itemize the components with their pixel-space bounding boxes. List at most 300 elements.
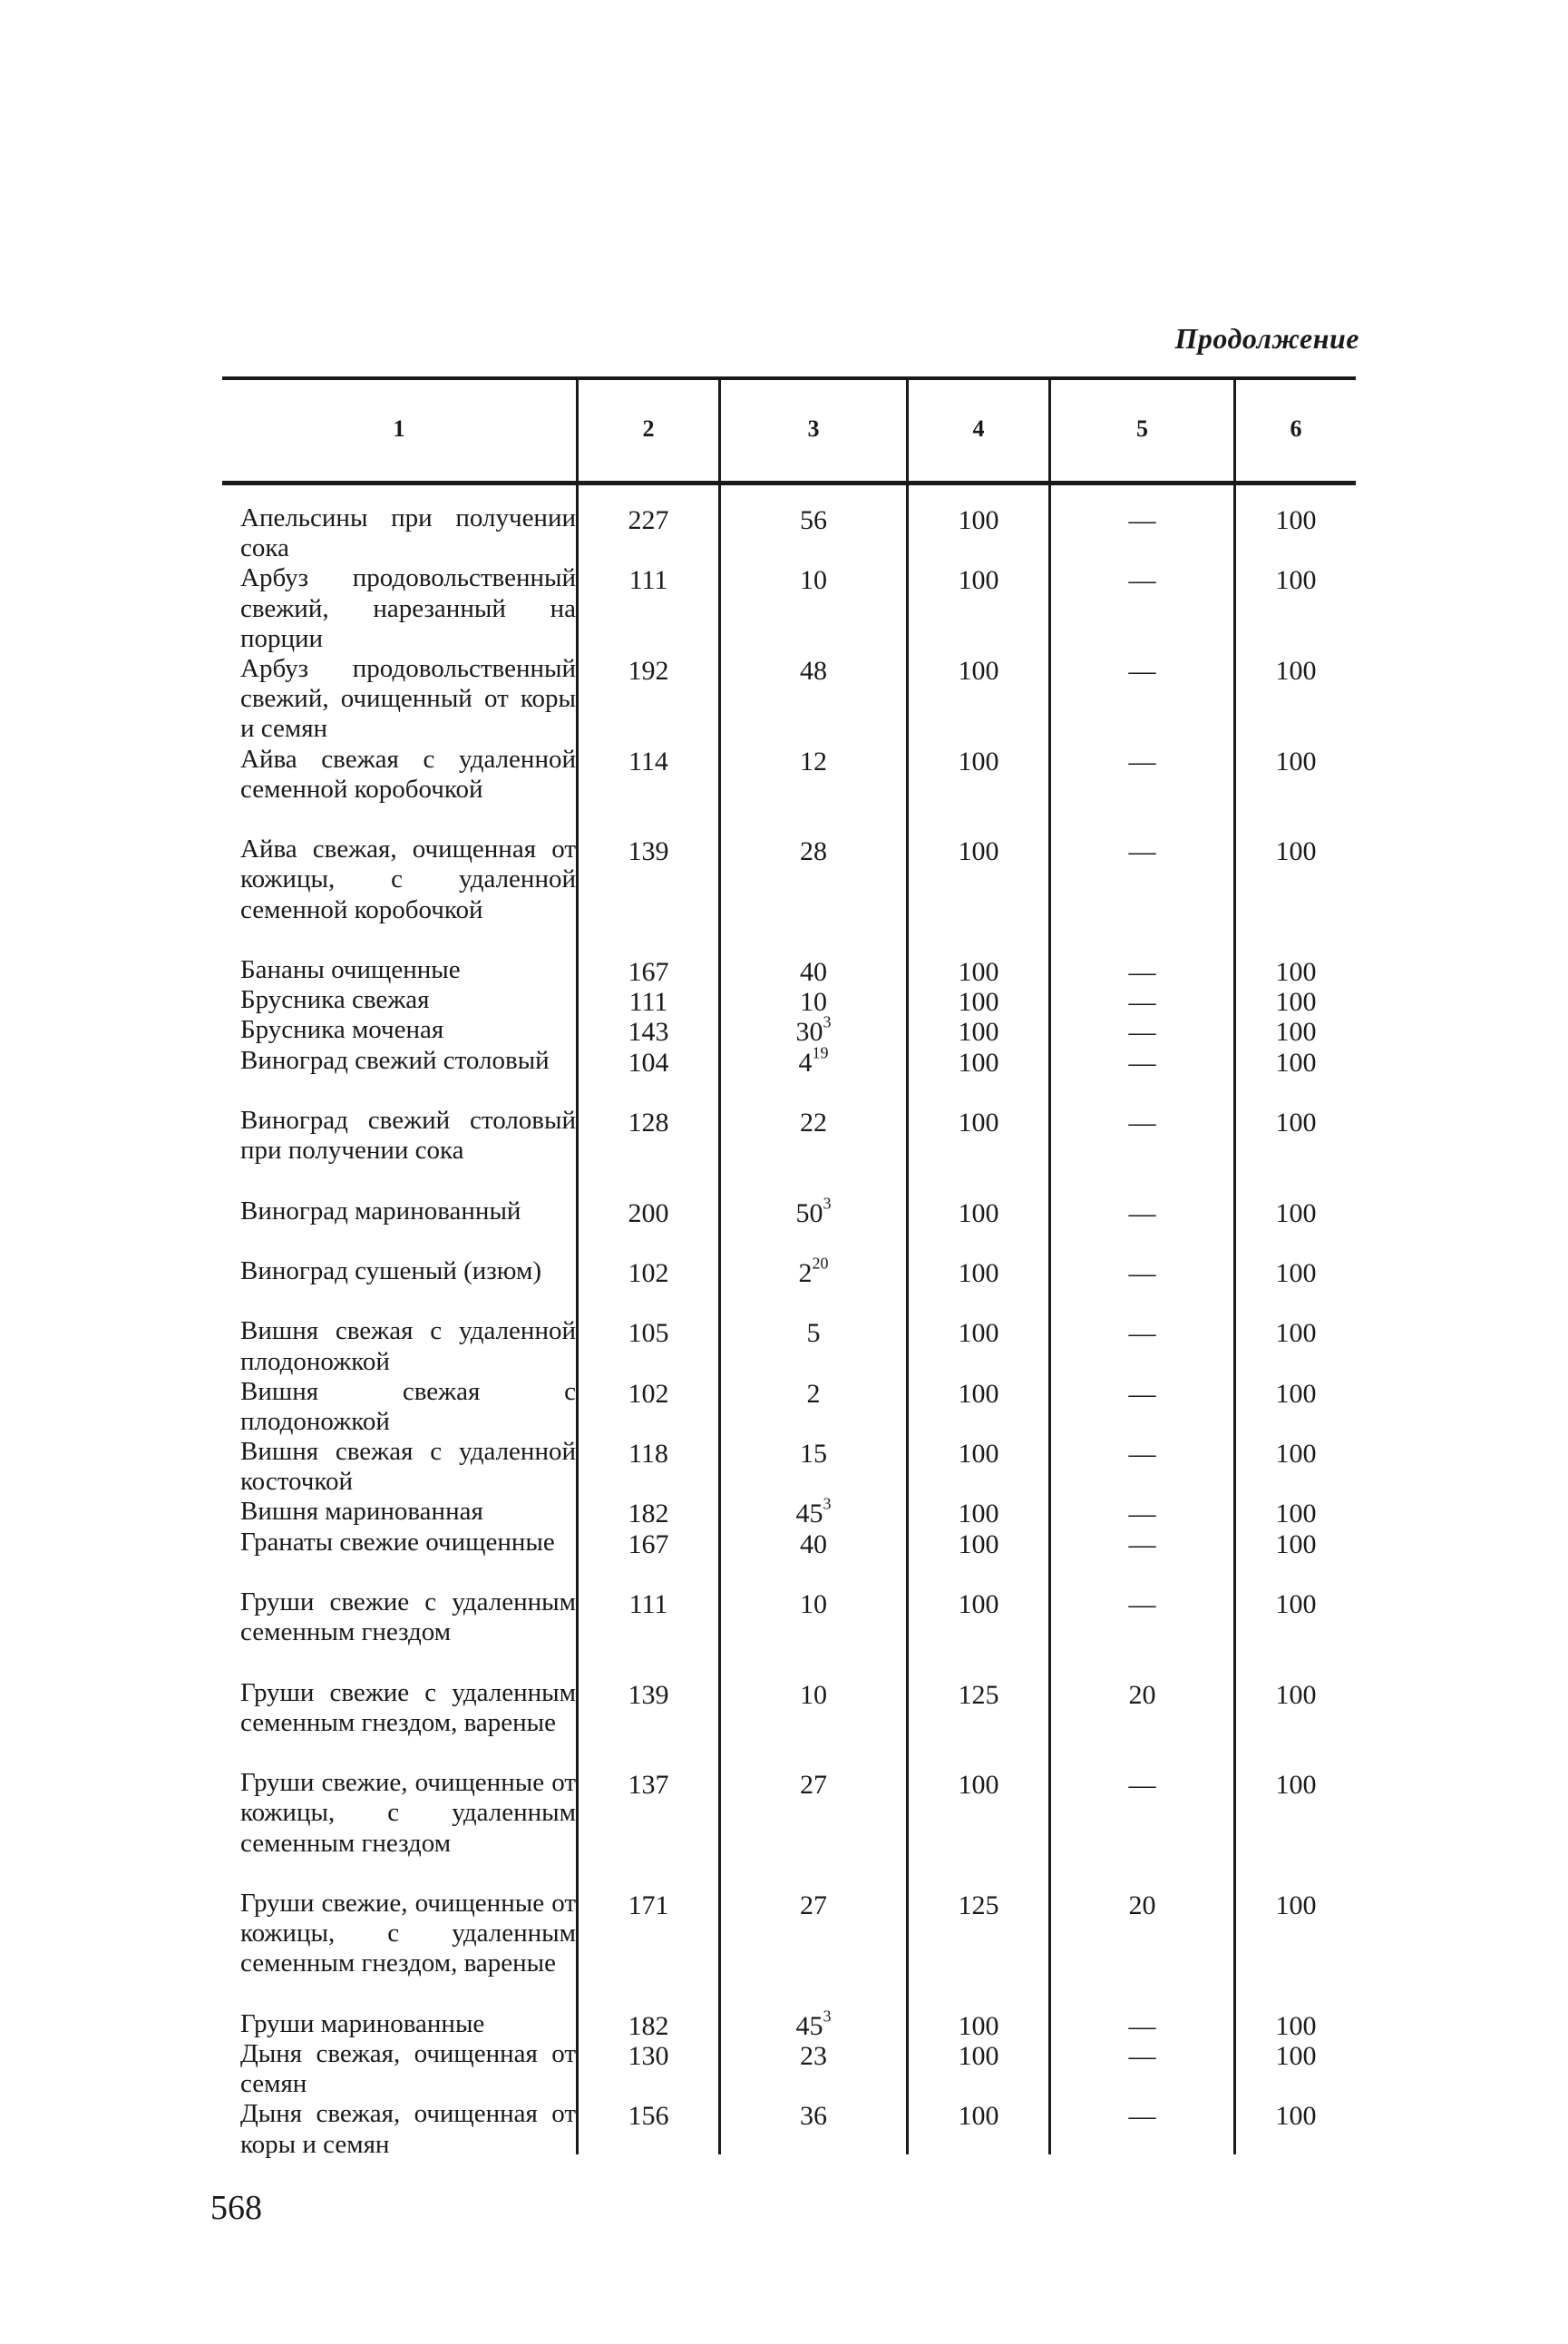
cell-col-2-value: 118 bbox=[628, 1439, 668, 1470]
cell-col-3-value: 40 bbox=[800, 956, 827, 987]
cell-col-6-value: 100 bbox=[1275, 836, 1317, 867]
cell-col-3-value: 56 bbox=[800, 505, 827, 535]
cell-col-2 bbox=[579, 2041, 718, 2071]
continued-label: Продолжение bbox=[1174, 322, 1359, 355]
cell-col-4 bbox=[909, 565, 1048, 595]
cell-col-3 bbox=[721, 1108, 906, 1138]
cell-col-4-value: 125 bbox=[958, 1890, 999, 1921]
cell-col-5 bbox=[1051, 2041, 1233, 2071]
cell-col-5-value: — bbox=[1128, 956, 1156, 987]
cell-col-3-value: 36 bbox=[800, 2101, 827, 2132]
table-row bbox=[222, 1316, 1356, 1376]
cell-col-6 bbox=[1236, 747, 1356, 776]
cell-col-3 bbox=[721, 836, 906, 866]
row-product-name: Груши маринованные bbox=[240, 2008, 485, 2038]
cell-col-6 bbox=[1236, 565, 1356, 595]
cell-col-3-value: 10 bbox=[800, 565, 827, 596]
table-row bbox=[222, 1377, 1356, 1437]
cell-col-4 bbox=[909, 505, 1048, 535]
cell-col-6 bbox=[1236, 836, 1356, 866]
cell-col-2-value: 182 bbox=[628, 2010, 669, 2041]
cell-col-6-value: 100 bbox=[1275, 1197, 1317, 1228]
cell-col-5-value: — bbox=[1128, 565, 1156, 596]
cell-col-3-value: 27 bbox=[800, 1770, 827, 1801]
cell-col-4-value: 100 bbox=[958, 1197, 999, 1228]
footnote-mark: 20 bbox=[812, 1254, 829, 1273]
cell-col-3-value: 45 bbox=[795, 1499, 823, 1529]
cell-col-3 bbox=[721, 987, 906, 1017]
cell-col-6-value: 100 bbox=[1275, 746, 1317, 776]
row-product-name: Дыня свежая, очищенная от коры и семян bbox=[240, 2099, 576, 2159]
cell-col-5-value: — bbox=[1128, 1528, 1156, 1559]
cell-col-3 bbox=[721, 565, 906, 595]
cell-col-3-value: 27 bbox=[800, 1890, 827, 1921]
table-row bbox=[222, 1012, 1356, 1048]
cell-col-4 bbox=[909, 1589, 1048, 1619]
table-row bbox=[222, 1587, 1356, 1678]
cell-col-2-value: 139 bbox=[628, 836, 669, 867]
table-row bbox=[222, 1196, 1356, 1256]
cell-col-5-value: — bbox=[1128, 1047, 1156, 1078]
cell-col-5 bbox=[1051, 1439, 1233, 1469]
cell-col-3-value: 5 bbox=[806, 1318, 821, 1349]
cell-col-3-value: 28 bbox=[800, 836, 827, 867]
footnote-mark: 3 bbox=[823, 1012, 832, 1031]
cell-col-2 bbox=[579, 1529, 718, 1559]
cell-col-5-value: — bbox=[1128, 655, 1156, 686]
cell-col-4 bbox=[909, 1680, 1048, 1710]
cell-col-6-value: 100 bbox=[1275, 2101, 1317, 2132]
row-product-name: Арбуз продовольственный свежий, очищенный от коры и семян bbox=[240, 653, 576, 744]
cell-col-2 bbox=[579, 1499, 718, 1528]
cell-col-5 bbox=[1051, 1770, 1233, 1800]
cell-col-3 bbox=[721, 747, 906, 776]
cell-col-4-value: 100 bbox=[958, 1528, 999, 1559]
cell-col-6-value: 100 bbox=[1275, 1378, 1317, 1409]
cell-col-6-value: 100 bbox=[1275, 1047, 1317, 1078]
cell-col-5 bbox=[1051, 1198, 1233, 1228]
row-product-name: Вишня маринованная bbox=[240, 1497, 483, 1527]
cell-col-5-value: — bbox=[1128, 1770, 1156, 1801]
table-body bbox=[222, 503, 1356, 2160]
cell-col-4 bbox=[909, 987, 1048, 1017]
cell-col-2-value: 102 bbox=[628, 1378, 669, 1409]
cell-col-6 bbox=[1236, 2011, 1356, 2041]
cell-col-5-value: — bbox=[1128, 2101, 1156, 2132]
cell-col-2 bbox=[579, 1017, 718, 1047]
cell-col-5-value: — bbox=[1128, 1589, 1156, 1620]
cell-col-5 bbox=[1051, 1589, 1233, 1619]
cell-col-6-value: 100 bbox=[1275, 1017, 1317, 1048]
cell-col-5-value: — bbox=[1128, 1318, 1156, 1349]
cell-col-5 bbox=[1051, 1499, 1233, 1528]
cell-col-6 bbox=[1236, 1048, 1356, 1078]
cell-col-5-value: — bbox=[1128, 2041, 1156, 2072]
cell-col-2-value: 156 bbox=[628, 2101, 669, 2132]
cell-col-5 bbox=[1051, 1108, 1233, 1138]
cell-col-6-value: 100 bbox=[1275, 2010, 1317, 2041]
cell-col-3-value: 30 bbox=[795, 1017, 823, 1048]
cell-col-4-value: 125 bbox=[958, 1679, 999, 1710]
cell-col-2 bbox=[579, 1890, 718, 1920]
row-product-name: Арбуз продовольственный свежий, нарезанный на порции bbox=[240, 563, 576, 653]
cell-col-6-value: 100 bbox=[1275, 987, 1317, 1018]
cell-col-6-value: 100 bbox=[1275, 565, 1317, 596]
cell-col-5-value: — bbox=[1128, 1017, 1156, 1048]
cell-col-5 bbox=[1051, 987, 1233, 1017]
cell-col-5-value: — bbox=[1128, 1439, 1156, 1470]
row-product-name: Апельсины при получении сока bbox=[240, 503, 576, 563]
cell-col-2 bbox=[579, 987, 718, 1017]
cell-col-3-value: 48 bbox=[800, 655, 827, 686]
cell-col-4-value: 100 bbox=[958, 2010, 999, 2041]
cell-col-2 bbox=[579, 656, 718, 686]
cell-col-5 bbox=[1051, 957, 1233, 987]
cell-col-2 bbox=[579, 1680, 718, 1710]
cell-col-4 bbox=[909, 747, 1048, 776]
table-row bbox=[222, 1256, 1356, 1316]
cell-col-4-value: 100 bbox=[958, 987, 999, 1018]
footnote-mark: 3 bbox=[823, 1194, 832, 1213]
cell-col-3 bbox=[721, 1495, 906, 1529]
row-product-name: Груши свежие с удаленным семенным гнездом, вареные bbox=[240, 1677, 576, 1737]
cell-col-4 bbox=[909, 1890, 1048, 1920]
cell-col-4 bbox=[909, 1379, 1048, 1409]
cell-col-3 bbox=[721, 1254, 906, 1288]
row-product-name: Виноград маринованный bbox=[240, 1196, 521, 1226]
cell-col-4-value: 100 bbox=[958, 1378, 999, 1409]
cell-col-4-value: 100 bbox=[958, 1047, 999, 1078]
cell-col-6 bbox=[1236, 957, 1356, 987]
cell-col-3 bbox=[721, 1043, 906, 1078]
cell-col-2 bbox=[579, 1318, 718, 1348]
cell-col-4 bbox=[909, 957, 1048, 987]
cell-col-3 bbox=[721, 957, 906, 987]
column-header-2: 2 bbox=[642, 415, 655, 442]
cell-col-4-value: 100 bbox=[958, 1589, 999, 1620]
cell-col-2-value: 182 bbox=[628, 1499, 669, 1529]
cell-col-5-value: — bbox=[1128, 836, 1156, 867]
cell-col-3 bbox=[721, 1439, 906, 1469]
cell-col-6-value: 100 bbox=[1275, 505, 1317, 535]
cell-col-5-value: — bbox=[1128, 1107, 1156, 1138]
cell-col-5 bbox=[1051, 656, 1233, 686]
cell-col-6 bbox=[1236, 1589, 1356, 1619]
cell-col-5-value: — bbox=[1128, 505, 1156, 535]
cell-col-2 bbox=[579, 1048, 718, 1078]
cell-col-3-value: 45 bbox=[795, 2010, 823, 2041]
cell-col-4-value: 100 bbox=[958, 836, 999, 867]
cell-col-4 bbox=[909, 1529, 1048, 1559]
cell-col-5-value: 20 bbox=[1128, 1679, 1156, 1710]
table-row bbox=[222, 563, 1356, 654]
cell-col-4-value: 100 bbox=[958, 1017, 999, 1048]
cell-col-6-value: 100 bbox=[1275, 1890, 1317, 1921]
table-row bbox=[222, 1106, 1356, 1196]
cell-col-5 bbox=[1051, 836, 1233, 866]
cell-col-5-value: — bbox=[1128, 987, 1156, 1018]
row-product-name: Айва свежая с удаленной семенной коробочкой bbox=[240, 744, 576, 804]
cell-col-2-value: 111 bbox=[628, 987, 668, 1018]
cell-col-3 bbox=[721, 1680, 906, 1710]
table-row bbox=[222, 1528, 1356, 1587]
cell-col-6-value: 100 bbox=[1275, 956, 1317, 987]
cell-col-2-value: 200 bbox=[628, 1197, 669, 1228]
cell-col-5 bbox=[1051, 1017, 1233, 1047]
cell-col-4 bbox=[909, 1048, 1048, 1078]
cell-col-4-value: 100 bbox=[958, 1770, 999, 1801]
cell-col-5 bbox=[1051, 1890, 1233, 1920]
cell-col-2 bbox=[579, 1198, 718, 1228]
column-header-5: 5 bbox=[1136, 415, 1148, 442]
cell-col-5 bbox=[1051, 2101, 1233, 2131]
table-row bbox=[222, 2099, 1356, 2159]
cell-col-4-value: 100 bbox=[958, 655, 999, 686]
cell-col-6 bbox=[1236, 1318, 1356, 1348]
cell-col-6-value: 100 bbox=[1275, 1439, 1317, 1470]
table-row bbox=[222, 1678, 1356, 1769]
cell-col-3-value: 40 bbox=[800, 1528, 827, 1559]
cell-col-4-value: 100 bbox=[958, 746, 999, 776]
cell-col-4 bbox=[909, 1439, 1048, 1469]
page-number: 568 bbox=[210, 2189, 262, 2227]
cell-col-6 bbox=[1236, 1499, 1356, 1528]
cell-col-3 bbox=[721, 505, 906, 535]
cell-col-2 bbox=[579, 836, 718, 866]
cell-col-4-value: 100 bbox=[958, 1499, 999, 1529]
row-product-name: Груши свежие с удаленным семенным гнездом bbox=[240, 1587, 576, 1647]
cell-col-6 bbox=[1236, 1890, 1356, 1920]
row-product-name: Брусника моченая bbox=[240, 1015, 444, 1045]
cell-col-5 bbox=[1051, 1379, 1233, 1409]
cell-col-5-value: — bbox=[1128, 2010, 1156, 2041]
cell-col-3-value: 22 bbox=[800, 1107, 827, 1138]
row-product-name: Вишня свежая с удаленной плодоножкой bbox=[240, 1316, 576, 1376]
cell-col-2 bbox=[579, 2011, 718, 2041]
table-row bbox=[222, 2039, 1356, 2099]
cell-col-2 bbox=[579, 1770, 718, 1800]
cell-col-2-value: 227 bbox=[628, 505, 669, 535]
cell-col-2 bbox=[579, 1258, 718, 1288]
cell-col-2-value: 192 bbox=[628, 655, 669, 686]
cell-col-5 bbox=[1051, 505, 1233, 535]
cell-col-6 bbox=[1236, 1770, 1356, 1800]
cell-col-3 bbox=[721, 1318, 906, 1348]
cell-col-4 bbox=[909, 1318, 1048, 1348]
table-row bbox=[222, 745, 1356, 835]
cell-col-5 bbox=[1051, 1258, 1233, 1288]
cell-col-2 bbox=[579, 1379, 718, 1409]
cell-col-4 bbox=[909, 2101, 1048, 2131]
cell-col-3-value: 15 bbox=[800, 1439, 827, 1470]
cell-col-2-value: 128 bbox=[628, 1107, 669, 1138]
cell-col-6-value: 100 bbox=[1275, 1499, 1317, 1529]
cell-col-6-value: 100 bbox=[1275, 1770, 1317, 1801]
cell-col-5-value: — bbox=[1128, 1499, 1156, 1529]
cell-col-5-value: — bbox=[1128, 1197, 1156, 1228]
cell-col-5 bbox=[1051, 2011, 1233, 2041]
cell-col-5 bbox=[1051, 1680, 1233, 1710]
cell-col-2 bbox=[579, 505, 718, 535]
cell-col-2 bbox=[579, 565, 718, 595]
cell-col-3-value: 2 bbox=[806, 1378, 821, 1409]
cell-col-4-value: 100 bbox=[958, 1439, 999, 1470]
cell-col-6 bbox=[1236, 987, 1356, 1017]
cell-col-5-value: — bbox=[1128, 746, 1156, 776]
row-product-name: Вишня свежая с удаленной косточкой bbox=[240, 1437, 576, 1497]
cell-col-3-value: 2 bbox=[798, 1257, 813, 1288]
cell-col-5 bbox=[1051, 1048, 1233, 1078]
row-product-name: Гранаты свежие очищенные bbox=[240, 1527, 555, 1557]
column-header-3: 3 bbox=[807, 415, 820, 442]
row-product-name: Брусника свежая bbox=[240, 985, 430, 1015]
row-product-name: Груши свежие, очищенные от кожицы, с удаленным семенным гнездом bbox=[240, 1768, 576, 1858]
cell-col-3-value: 4 bbox=[798, 1047, 813, 1078]
cell-col-4 bbox=[909, 656, 1048, 686]
footnote-mark: 3 bbox=[823, 2007, 832, 2026]
cell-col-5-value: — bbox=[1128, 1378, 1156, 1409]
cell-col-4 bbox=[909, 1108, 1048, 1138]
cell-col-6 bbox=[1236, 1258, 1356, 1288]
row-product-name: Виноград сушеный (изюм) bbox=[240, 1255, 542, 1285]
cell-col-3 bbox=[721, 2101, 906, 2131]
cell-col-6 bbox=[1236, 1379, 1356, 1409]
column-header-1: 1 bbox=[393, 415, 405, 442]
cell-col-6 bbox=[1236, 1529, 1356, 1559]
cell-col-6 bbox=[1236, 1108, 1356, 1138]
cell-col-4-value: 100 bbox=[958, 2101, 999, 2132]
table-row bbox=[222, 1889, 1356, 2009]
footnote-mark: 19 bbox=[812, 1043, 829, 1062]
cell-col-3 bbox=[721, 2007, 906, 2041]
cell-col-2-value: 130 bbox=[628, 2041, 669, 2072]
cell-col-6 bbox=[1236, 1198, 1356, 1228]
table-row bbox=[222, 1497, 1356, 1527]
cell-col-2-value: 114 bbox=[628, 746, 668, 776]
cell-col-3 bbox=[721, 2041, 906, 2071]
row-product-name: Бананы очищенные bbox=[240, 954, 461, 984]
cell-col-6 bbox=[1236, 1680, 1356, 1710]
cell-col-3 bbox=[721, 1529, 906, 1559]
cell-col-2 bbox=[579, 1439, 718, 1469]
footnote-mark: 3 bbox=[823, 1495, 832, 1514]
cell-col-2-value: 143 bbox=[628, 1017, 669, 1048]
cell-col-2-value: 105 bbox=[628, 1318, 669, 1349]
cell-col-5 bbox=[1051, 1318, 1233, 1348]
cell-col-2-value: 171 bbox=[628, 1890, 669, 1921]
cell-col-5 bbox=[1051, 1529, 1233, 1559]
cell-col-6-value: 100 bbox=[1275, 1257, 1317, 1288]
cell-col-6 bbox=[1236, 1017, 1356, 1047]
row-product-name: Груши свежие, очищенные от кожицы, с удаленным семенным гнездом, вареные bbox=[240, 1889, 576, 1978]
cell-col-2 bbox=[579, 957, 718, 987]
cell-col-6 bbox=[1236, 2101, 1356, 2131]
cell-col-2 bbox=[579, 747, 718, 776]
cell-col-4 bbox=[909, 2041, 1048, 2071]
cell-col-5 bbox=[1051, 565, 1233, 595]
cell-col-4 bbox=[909, 1017, 1048, 1047]
cell-col-4 bbox=[909, 1770, 1048, 1800]
table-row bbox=[222, 1768, 1356, 1889]
header-bottom-rule bbox=[222, 481, 1356, 485]
cell-col-6 bbox=[1236, 1439, 1356, 1469]
cell-col-4 bbox=[909, 836, 1048, 866]
cell-col-2 bbox=[579, 2101, 718, 2131]
cell-col-2-value: 102 bbox=[628, 1257, 669, 1288]
column-header-6: 6 bbox=[1290, 415, 1302, 442]
cell-col-3 bbox=[721, 1589, 906, 1619]
cell-col-6 bbox=[1236, 2041, 1356, 2071]
cell-col-4 bbox=[909, 2011, 1048, 2041]
cell-col-4-value: 100 bbox=[958, 956, 999, 987]
row-product-name: Виноград свежий столовый bbox=[240, 1045, 550, 1075]
cell-col-4-value: 100 bbox=[958, 1107, 999, 1138]
data-table bbox=[222, 376, 1356, 2159]
cell-col-3-value: 10 bbox=[800, 1679, 827, 1710]
cell-col-4-value: 100 bbox=[958, 1318, 999, 1349]
cell-col-6-value: 100 bbox=[1275, 1528, 1317, 1559]
table-row bbox=[222, 503, 1356, 563]
cell-col-2-value: 111 bbox=[628, 1589, 668, 1620]
cell-col-3 bbox=[721, 1194, 906, 1228]
cell-col-4 bbox=[909, 1198, 1048, 1228]
cell-col-2-value: 167 bbox=[628, 1528, 669, 1559]
row-product-name: Айва свежая, очищенная от кожицы, с удаленной семенной коробочкой bbox=[240, 835, 576, 924]
cell-col-4 bbox=[909, 1499, 1048, 1528]
cell-col-6-value: 100 bbox=[1275, 2041, 1317, 2072]
cell-col-6-value: 100 bbox=[1275, 655, 1317, 686]
cell-col-3-value: 10 bbox=[800, 987, 827, 1018]
cell-col-4-value: 100 bbox=[958, 1257, 999, 1288]
cell-col-2 bbox=[579, 1108, 718, 1138]
table-row bbox=[222, 2009, 1356, 2039]
table-row bbox=[222, 835, 1356, 955]
cell-col-6-value: 100 bbox=[1275, 1589, 1317, 1620]
table-row bbox=[222, 1043, 1356, 1106]
cell-col-6-value: 100 bbox=[1275, 1318, 1317, 1349]
cell-col-6 bbox=[1236, 656, 1356, 686]
cell-col-2-value: 104 bbox=[628, 1047, 669, 1078]
cell-col-3-value: 10 bbox=[800, 1589, 827, 1620]
cell-col-4-value: 100 bbox=[958, 2041, 999, 2072]
table-row bbox=[222, 985, 1356, 1018]
cell-col-5-value: 20 bbox=[1128, 1890, 1156, 1921]
cell-col-3 bbox=[721, 1770, 906, 1800]
cell-col-3-value: 12 bbox=[800, 746, 827, 776]
cell-col-4-value: 100 bbox=[958, 505, 999, 535]
column-header-4: 4 bbox=[972, 415, 985, 442]
cell-col-3 bbox=[721, 656, 906, 686]
cell-col-5 bbox=[1051, 747, 1233, 776]
cell-col-2-value: 167 bbox=[628, 956, 669, 987]
cell-col-2-value: 139 bbox=[628, 1679, 669, 1710]
row-product-name: Вишня свежая с плодоножкой bbox=[240, 1376, 576, 1436]
cell-col-6-value: 100 bbox=[1275, 1107, 1317, 1138]
cell-col-3-value: 50 bbox=[795, 1197, 823, 1228]
cell-col-6 bbox=[1236, 505, 1356, 535]
cell-col-2 bbox=[579, 1589, 718, 1619]
cell-col-4 bbox=[909, 1258, 1048, 1288]
cell-col-4-value: 100 bbox=[958, 565, 999, 596]
cell-col-2-value: 111 bbox=[628, 565, 668, 596]
cell-col-5-value: — bbox=[1128, 1257, 1156, 1288]
table-row bbox=[222, 654, 1356, 745]
cell-col-6-value: 100 bbox=[1275, 1679, 1317, 1710]
cell-col-3-value: 23 bbox=[800, 2041, 827, 2072]
cell-col-3 bbox=[721, 1890, 906, 1920]
table-row bbox=[222, 1437, 1356, 1497]
row-product-name: Дыня свежая, очищенная от семян bbox=[240, 2039, 576, 2099]
